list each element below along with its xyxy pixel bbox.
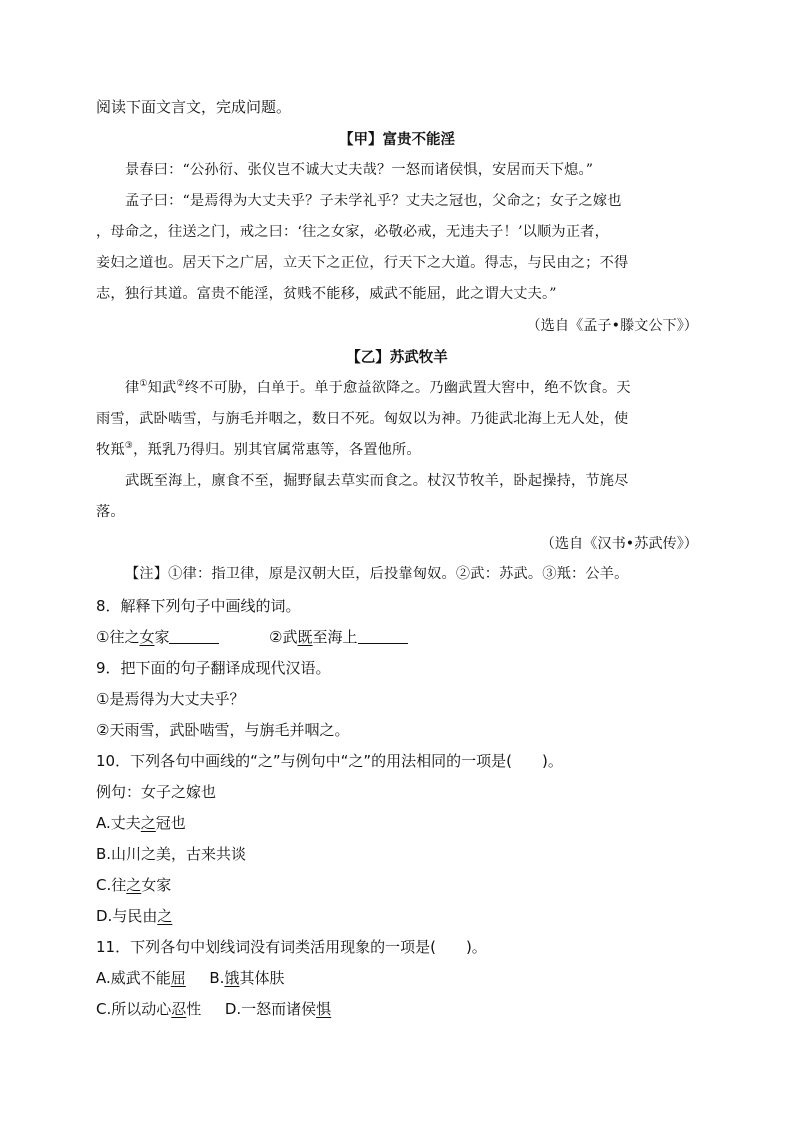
passage-b-source: （选自《汉书•苏武传》） — [540, 536, 698, 552]
passage-a-title: 【甲】富贵不能淫 — [339, 131, 455, 148]
question-10-option-d[interactable] — [96, 906, 172, 926]
text-run: 家 — [154, 628, 170, 646]
underlined-word: 惧 — [316, 1000, 332, 1018]
text-run: ①往之 — [96, 628, 140, 646]
text-run: A.威武不能 — [96, 969, 171, 987]
text-run: 知武 — [147, 380, 177, 396]
text-run: 至海上 — [312, 628, 358, 646]
underlined-word: 忍 — [171, 1000, 187, 1018]
question-11-options-row-2 — [96, 999, 331, 1019]
passage-b-para-2-line-1: 武既至海上，廪食不至，掘野鼠去草实而食之。杖汉节牧羊，卧起操持，节旄尽 — [125, 473, 629, 489]
passage-b-note: 【注】①律：指卫律，原是汉朝大臣，后投靠匈奴。②武：苏武。③羝：公羊。 — [125, 566, 629, 582]
text-run: 性 — [186, 1000, 202, 1018]
underlined-word: 女 — [139, 628, 155, 646]
question-11-stem: 11．下列各句中划线词没有词类活用现象的一项是( )。 — [96, 938, 487, 956]
passage-a-para-1: 景春曰：“公孙衍、张仪岂不诚大丈夫哉？一怒而诸侯惧，安居而天下熄。” — [125, 162, 594, 178]
text-run: 牧羝 — [96, 442, 125, 458]
footnote-marker: ③ — [124, 441, 134, 451]
passage-b-para-1-line-1 — [125, 378, 631, 398]
question-10-option-b[interactable]: B.山川之美，古来共谈 — [96, 845, 247, 863]
passage-a-source: （选自《孟子•滕文公下》） — [526, 318, 698, 334]
passage-b-title: 【乙】苏武牧羊 — [346, 349, 448, 366]
underlined-word: 之 — [126, 876, 142, 894]
text-run: D.一怒而诸侯 — [224, 1000, 317, 1018]
underlined-word: 饿 — [224, 969, 240, 987]
underlined-word: 之 — [157, 907, 173, 925]
question-11-options-row-1 — [96, 968, 284, 988]
passage-b-para-2-line-2: 落。 — [96, 504, 125, 520]
instruction-text: 阅读下面文言文，完成问题。 — [96, 98, 292, 116]
question-10-stem: 10．下列各句中画线的“之”与例句中“之”的用法相同的一项是( )。 — [96, 752, 563, 770]
passage-a-para-2-line-2: ，母命之，往送之门，戒之曰：‘往之女家，必敬必戒，无违夫子！’以顺为正者， — [96, 224, 609, 240]
question-9-item-1: ①是焉得为大丈夫乎？ — [96, 690, 245, 708]
passage-a-para-2-line-4: 志，独行其道。富贵不能淫，贫贱不能移，威武不能屈，此之谓大丈夫。” — [96, 286, 557, 302]
text-run: 律 — [125, 380, 140, 396]
underlined-word: 屈 — [170, 969, 186, 987]
question-8-items — [96, 627, 408, 647]
text-run: ②武 — [269, 628, 298, 646]
passage-b-para-1-line-2: 雨雪，武卧啮雪，与旃毛并咽之，数日不死。匈奴以为神。乃徙武北海上无人处，使 — [96, 411, 629, 427]
question-11-option-c[interactable] — [96, 1000, 201, 1018]
question-11-option-a[interactable] — [96, 969, 186, 987]
text-run: 其体肤 — [239, 969, 285, 987]
passage-b-para-1-line-3 — [96, 440, 421, 460]
text-run: A.丈夫 — [96, 814, 141, 832]
footnote-marker: ① — [139, 379, 148, 389]
answer-blank-1[interactable] — [169, 629, 219, 644]
q8-item-2 — [269, 628, 357, 646]
q8-item-1 — [96, 628, 169, 646]
question-8-stem: 8．解释下列句子中画线的词。 — [96, 597, 301, 615]
question-9-item-2: ②天雨雪，武卧啮雪，与旃毛并咽之。 — [96, 721, 350, 739]
text-run: 终不可胁，白单于。单于愈益欲降之。乃幽武置大窖中，绝不饮食。天 — [184, 380, 631, 396]
text-run: 女家 — [141, 876, 172, 894]
text-run: ，羝乳乃得归。别其官属常惠等，各置他所。 — [133, 442, 421, 458]
question-10-option-c[interactable] — [96, 875, 171, 895]
question-10-option-a[interactable] — [96, 813, 186, 833]
question-11-option-d[interactable] — [225, 1000, 331, 1018]
text-run: C.往 — [96, 876, 127, 894]
answer-blank-2[interactable] — [358, 629, 408, 644]
question-9-stem: 9．把下面的句子翻译成现代汉语。 — [96, 659, 331, 677]
passage-a-para-2-line-1: 孟子曰：“是焉得为大丈夫乎？子未学礼乎？丈夫之冠也，父命之；女子之嫁也 — [125, 193, 622, 209]
text-run: B. — [209, 969, 225, 987]
footnote-marker: ② — [176, 379, 185, 389]
text-run: C.所以动心 — [96, 1000, 172, 1018]
passage-a-para-2-line-3: 妾妇之道也。居天下之广居，立天下之正位，行天下之大道。得志，与民由之；不得 — [96, 255, 629, 271]
question-10-example: 例句：女子之嫁也 — [96, 783, 217, 801]
text-run: D.与民由 — [96, 907, 158, 925]
text-run: 冠也 — [155, 814, 186, 832]
underlined-word: 既 — [297, 628, 313, 646]
underlined-word: 之 — [140, 814, 156, 832]
question-11-option-b[interactable] — [209, 969, 284, 987]
